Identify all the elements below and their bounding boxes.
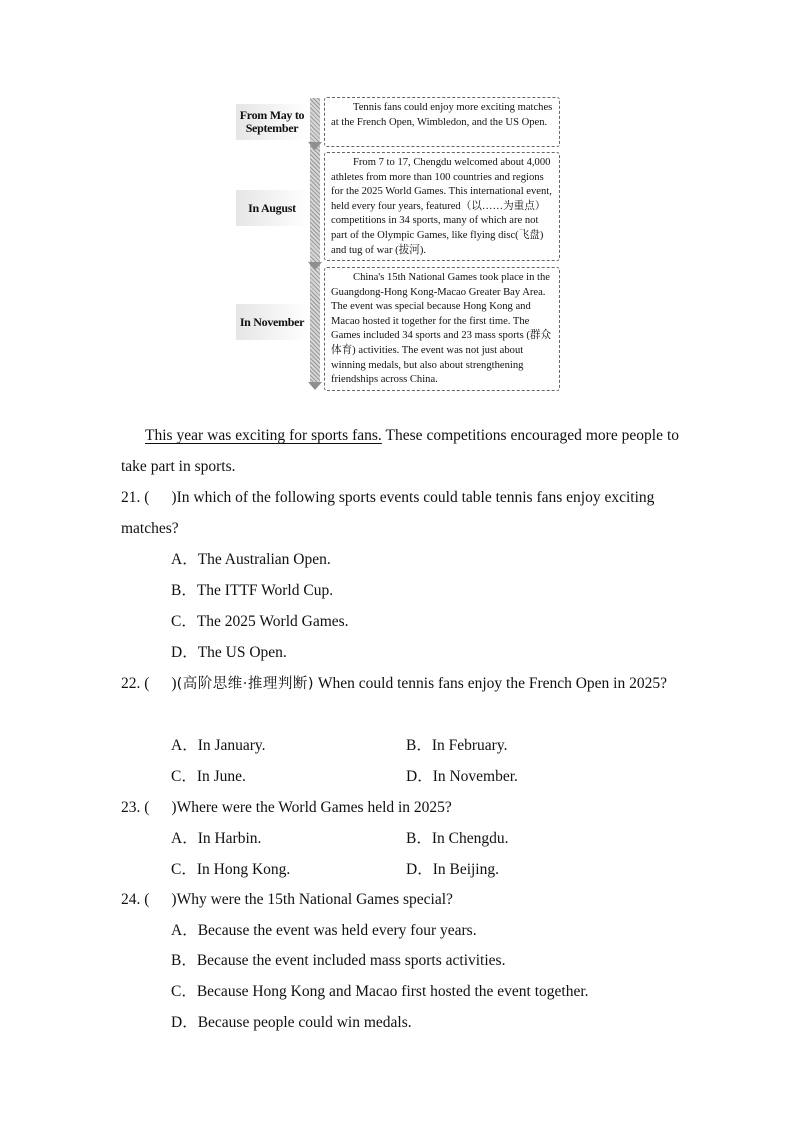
timeline-arrow-icon [308, 262, 322, 270]
question-21: 21. ( )In which of the following sports events could table tennis fans enjoy exciting matches? [121, 489, 655, 537]
option-c[interactable]: C．The 2025 World Games. [171, 613, 349, 630]
question-24: 24. ( )Why were the 15th National Games special? [121, 891, 453, 908]
question-22: 22. ( )(高阶思维·推理判断) When could tennis fans enjoy the French Open in 2025? [121, 675, 667, 692]
question-number: 22. ( [121, 675, 150, 692]
option-d[interactable]: D．The US Open. [171, 644, 287, 661]
timeline-period-august: In August [236, 190, 308, 226]
question-stem: In which of the following sports events could table tennis fans enjoy exciting matches? [121, 489, 655, 537]
timeline-period-november: In November [236, 304, 308, 340]
option-d[interactable]: D．In November. [406, 768, 518, 785]
timeline-text: China's 15th National Games took place in the Guangdong-Hong Kong-Macao Greater Bay Area. The event was special because Hong Kong and Macao hosted it together for the first time. The Games included 34 sports and 23 mass sports (群众体育) activities. The event was not just about winning medals, but also about strengthening friendships across China. [331, 272, 552, 386]
closing-paragraph [121, 420, 679, 482]
option-a[interactable]: A．The Australian Open. [171, 551, 331, 568]
timeline-arrow-icon [308, 142, 322, 150]
timeline-text: From 7 to 17, Chengdu welcomed about 4,000 athletes from more than 100 countries and regions for the 2025 World Games. This international event, held every four years, featured（以……为重点）competitions in 34 sports, many of which are not part of the Olympic Games, like flying disc(飞盘) and tug of war (拔河). [331, 157, 552, 256]
timeline-period-may-september: From May to September [236, 104, 308, 140]
closing-rest: These competitions encouraged more people to take part in sports. [121, 427, 679, 475]
option-c[interactable]: C．Because Hong Kong and Macao first hosted the event together. [171, 983, 589, 1000]
timeline-box-november [324, 267, 560, 391]
option-a[interactable]: A．Because the event was held every four years. [171, 922, 477, 939]
option-d[interactable]: D．Because people could win medals. [171, 1014, 412, 1031]
timeline-figure [236, 94, 566, 394]
timeline-box-august [324, 152, 560, 261]
option-b[interactable]: B．In Chengdu. [406, 830, 509, 847]
option-b[interactable]: B．In February. [406, 737, 508, 754]
question-stem: Where were the World Games held in 2025? [176, 799, 452, 816]
timeline-text: Tennis fans could enjoy more exciting matches at the French Open, Wimbledon, and the US Open. [331, 102, 553, 128]
option-c[interactable]: C．In June. [171, 768, 246, 785]
option-d[interactable]: D．In Beijing. [406, 861, 499, 878]
timeline-arrow-icon [308, 382, 322, 390]
question-stem: Why were the 15th National Games special? [176, 891, 453, 908]
timeline-rail [310, 98, 320, 384]
option-b[interactable]: B．The ITTF World Cup. [171, 582, 334, 599]
question-tag: (高阶思维·推理判断) [176, 676, 315, 692]
option-b[interactable]: B．Because the event included mass sports activities. [171, 952, 506, 969]
question-number: 21. ( [121, 489, 150, 506]
underlined-sentence: This year was exciting for sports fans. [145, 427, 382, 444]
option-a[interactable]: A．In January. [171, 737, 266, 754]
option-a[interactable]: A．In Harbin. [171, 830, 262, 847]
question-23: 23. ( )Where were the World Games held in 2025? [121, 799, 452, 816]
question-number: 23. ( [121, 799, 150, 816]
option-c[interactable]: C．In Hong Kong. [171, 861, 291, 878]
timeline-box-may-september [324, 97, 560, 147]
question-stem: When could tennis fans enjoy the French Open in 2025? [314, 675, 667, 692]
question-number: 24. ( [121, 891, 150, 908]
